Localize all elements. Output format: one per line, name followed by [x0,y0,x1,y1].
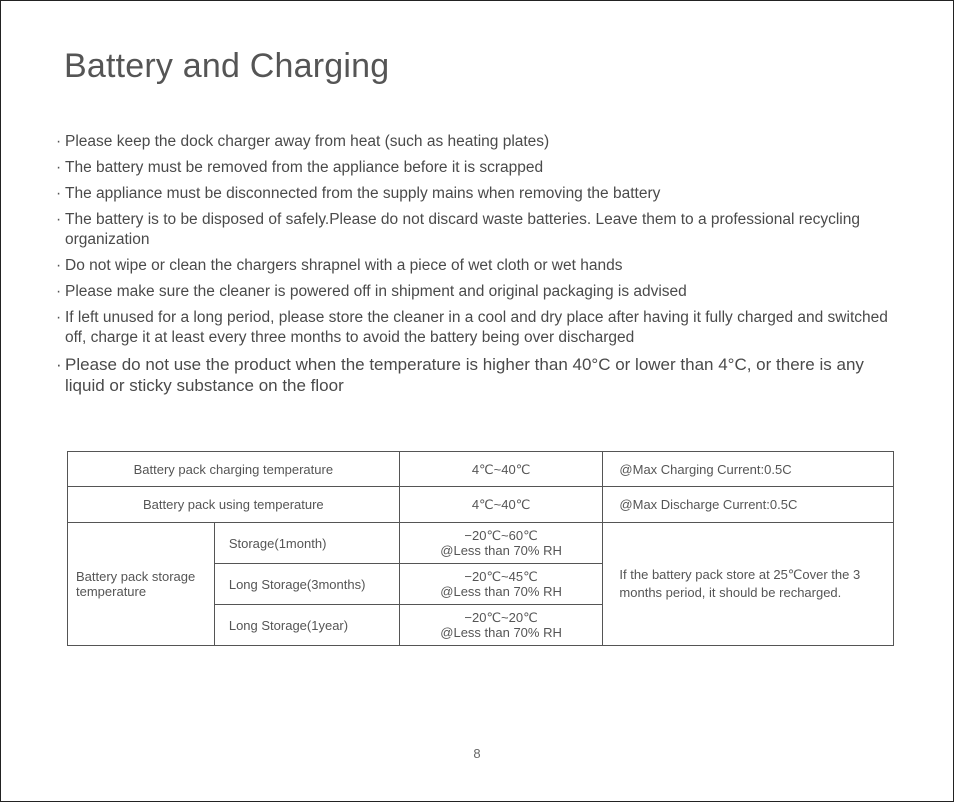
using-temp-range: 4℃~40℃ [399,487,603,523]
charging-temp-range: 4℃~40℃ [399,452,603,487]
storage-range: −20℃~60℃ [464,528,538,543]
storage-range: −20℃~20℃ [464,610,538,625]
battery-spec-table [67,451,894,646]
charging-current-note: @Max Charging Current:0.5C [603,452,894,487]
storage-range-cell [399,564,603,605]
storage-period: Storage(1month) [214,523,399,564]
page-title: Battery and Charging [64,47,390,85]
safety-item: · Do not wipe or clean the chargers shrapnel with a piece of wet cloth or wet hands [56,256,906,276]
table-row [68,523,894,564]
storage-recharge-note: If the battery pack store at 25℃over the 3 months period, it should be recharged. [603,523,894,646]
storage-range: −20℃~45℃ [464,569,538,584]
page-number: 8 [473,746,481,761]
storage-temp-label: Battery pack storage temperature [68,523,215,646]
storage-range-cell [399,605,603,646]
safety-item: · If left unused for a long period, please store the cleaner in a cool and dry place after having it fully charged and switched off, charge it at least every three months to avoid the battery being over discharged [56,308,906,348]
safety-item: · Please keep the dock charger away from heat (such as heating plates) [56,132,906,152]
safety-item: · The battery must be removed from the appliance before it is scrapped [56,158,906,178]
storage-range-cell [399,523,603,564]
storage-humidity: @Less than 70% RH [440,584,562,599]
safety-item: · Please do not use the product when the temperature is higher than 40°C or lower than 4°C, or there is any liquid or sticky substance on the floor [56,354,906,396]
storage-period: Long Storage(3months) [214,564,399,605]
table-row [68,452,894,487]
safety-item: · Please make sure the cleaner is powered off in shipment and original packaging is advised [56,282,906,302]
storage-humidity: @Less than 70% RH [440,543,562,558]
using-temp-label: Battery pack using temperature [68,487,400,523]
discharge-current-note: @Max Discharge Current:0.5C [603,487,894,523]
storage-period: Long Storage(1year) [214,605,399,646]
storage-humidity: @Less than 70% RH [440,625,562,640]
safety-item: · The battery is to be disposed of safely.Please do not discard waste batteries. Leave them to a professional recycling organization [56,210,906,250]
table-row [68,487,894,523]
charging-temp-label: Battery pack charging temperature [68,452,400,487]
safety-list [56,132,906,402]
safety-item: · The appliance must be disconnected from the supply mains when removing the battery [56,184,906,204]
